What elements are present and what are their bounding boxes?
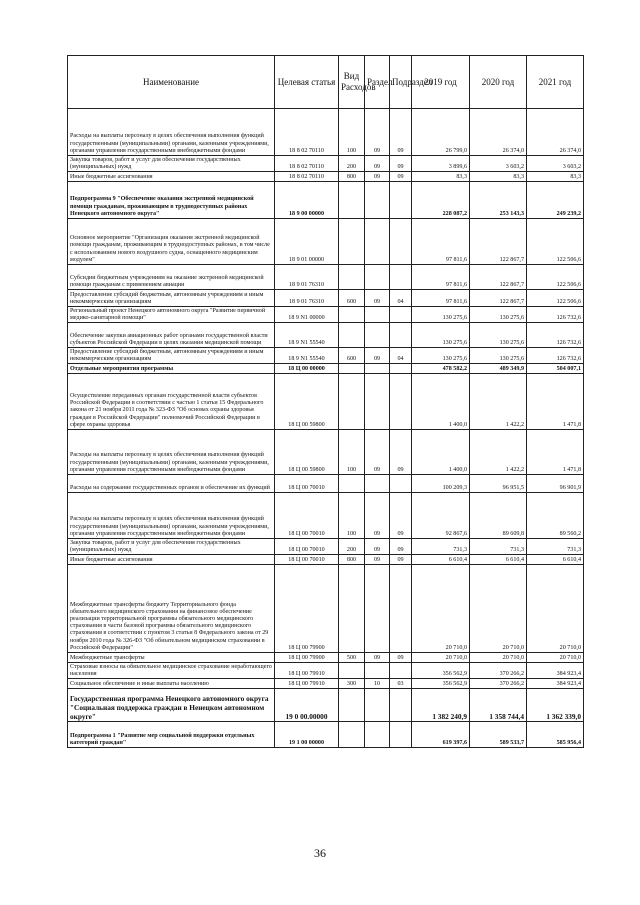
row-type [339, 182, 365, 219]
row-2019: 100 209,3 [412, 475, 470, 493]
row-name: Предоставление субсидий бюджетным, автономным учреждениям и иным некоммерческим организациям [68, 348, 275, 364]
row-section: 09 [365, 555, 390, 565]
row-2021: 89 560,2 [527, 493, 584, 539]
row-section [365, 663, 390, 679]
row-2021: 96 901,9 [527, 475, 584, 493]
row-type [339, 364, 365, 374]
row-subsection: 04 [390, 348, 412, 364]
row-code: 18 Ц 00 70010 [275, 555, 339, 565]
table-row [68, 290, 584, 307]
row-2019: 1 382 240,9 [412, 689, 470, 722]
row-type: 200 [339, 156, 365, 172]
row-name: Расходы на выплаты персоналу в целях обеспечения выполнения функций государственными (муниципальными) органами, казенными учреждениями, органами управления государственными внебюджетными фондами [68, 430, 275, 475]
table-row [68, 430, 584, 475]
table-row [68, 653, 584, 663]
table-row [68, 323, 584, 348]
row-type: 300 [339, 679, 365, 689]
row-section: 09 [365, 653, 390, 663]
row-2021: 3 603,2 [527, 156, 584, 172]
row-section: 09 [365, 156, 390, 172]
row-subsection [390, 364, 412, 374]
row-section [365, 265, 390, 290]
row-section [365, 565, 390, 653]
row-name: Государственная программа Ненецкого автономного округа "Социальная поддержка граждан в Ненецком автономном округе" [68, 689, 275, 722]
row-subsection [390, 265, 412, 290]
row-code: 18 Ц 00 70010 [275, 475, 339, 493]
row-2021: 126 732,6 [527, 323, 584, 348]
row-code: 18 8 02 70110 [275, 156, 339, 172]
row-section: 09 [365, 109, 390, 156]
table-row [68, 493, 584, 539]
row-2020: 96 951,5 [470, 475, 527, 493]
row-section [365, 323, 390, 348]
row-2019: 20 710,0 [412, 653, 470, 663]
row-2019: 130 275,6 [412, 348, 470, 364]
page-number: 36 [314, 846, 326, 860]
row-name: Расходы на выплаты персоналу в целях обеспечения выполнения функций государственными (муниципальными) органами, казенными учреждениями, органами управления государственными внебюджетными фондами [68, 109, 275, 156]
row-2020: 489 349,9 [470, 364, 527, 374]
row-subsection [390, 722, 412, 748]
row-subsection [390, 689, 412, 722]
row-name: Отдельные мероприятия программы [68, 364, 275, 374]
row-2021: 384 923,4 [527, 663, 584, 679]
table-row [68, 307, 584, 323]
row-2019: 1 400,0 [412, 374, 470, 430]
row-2020: 122 867,7 [470, 265, 527, 290]
row-2019: 228 087,2 [412, 182, 470, 219]
row-type [339, 722, 365, 748]
row-type [339, 663, 365, 679]
row-subsection: 09 [390, 172, 412, 182]
row-2021: 6 610,4 [527, 555, 584, 565]
row-2019: 97 811,6 [412, 265, 470, 290]
row-2020: 6 610,4 [470, 555, 527, 565]
row-2020: 1 358 744,4 [470, 689, 527, 722]
row-2021: 585 956,4 [527, 722, 584, 748]
row-name: Иные бюджетные ассигнования [68, 555, 275, 565]
row-name: Обеспечение закупки авиационных работ органами государственной власти субъектов Российской Федерации в целях оказания медицинской помощи [68, 323, 275, 348]
row-2019: 83,3 [412, 172, 470, 182]
header-section: Раздел [365, 56, 390, 109]
row-name: Закупка товаров, работ и услуг для обеспечения государственных (муниципальных) нужд [68, 156, 275, 172]
header-name: Наименование [68, 56, 275, 109]
row-code: 18 Ц 00 79910 [275, 663, 339, 679]
row-name: Расходы на выплаты персоналу в целях обеспечения выполнения функций государственными (муниципальными) органами, казенными учреждениями, органами управления государственными внебюджетными фондами [68, 493, 275, 539]
row-code: 18 9 01 76310 [275, 265, 339, 290]
row-section: 09 [365, 430, 390, 475]
row-name: Региональный проект Ненецкого автономного округа "Развитие первичной медико-санитарной помощи" [68, 307, 275, 323]
row-2019: 356 562,9 [412, 679, 470, 689]
row-2020: 122 867,7 [470, 290, 527, 307]
row-2021: 83,3 [527, 172, 584, 182]
table-row [68, 172, 584, 182]
row-2020: 731,3 [470, 539, 527, 555]
row-2021: 122 506,6 [527, 219, 584, 265]
row-2019: 478 582,2 [412, 364, 470, 374]
row-2020: 20 710,0 [470, 565, 527, 653]
row-subsection [390, 663, 412, 679]
row-code: 18 Ц 00 79900 [275, 653, 339, 663]
row-2020: 89 609,8 [470, 493, 527, 539]
table-row [68, 722, 584, 748]
row-code: 18 Ц 00 59800 [275, 430, 339, 475]
row-code: 18 8 02 70110 [275, 172, 339, 182]
row-code: 18 9 01 00000 [275, 219, 339, 265]
row-subsection: 09 [390, 156, 412, 172]
row-type: 500 [339, 653, 365, 663]
row-code: 18 Ц 00 70010 [275, 493, 339, 539]
row-code: 18 9 00 00000 [275, 182, 339, 219]
row-code: 19 0 00.00000 [275, 689, 339, 722]
header-2021: 2021 год [527, 56, 584, 109]
row-section [365, 475, 390, 493]
row-type: 100 [339, 493, 365, 539]
row-2020: 3 603,2 [470, 156, 527, 172]
row-section: 09 [365, 290, 390, 307]
row-2020: 370 266,2 [470, 679, 527, 689]
row-2021: 126 732,6 [527, 348, 584, 364]
row-type [339, 323, 365, 348]
row-name: Страховые взносы на обязательное медицинское страхование неработающего населения [68, 663, 275, 679]
row-type: 800 [339, 555, 365, 565]
row-section: 09 [365, 172, 390, 182]
row-section: 09 [365, 348, 390, 364]
row-subsection [390, 182, 412, 219]
row-2021: 731,3 [527, 539, 584, 555]
row-2020: 130 275,6 [470, 307, 527, 323]
table-row [68, 555, 584, 565]
table-row [68, 364, 584, 374]
row-2019: 20 710,0 [412, 565, 470, 653]
row-2021: 504 007,1 [527, 364, 584, 374]
row-section [365, 219, 390, 265]
row-2019: 3 899,6 [412, 156, 470, 172]
row-subsection [390, 475, 412, 493]
row-name: Межбюджетные трансферты [68, 653, 275, 663]
row-subsection: 09 [390, 430, 412, 475]
header-row [68, 56, 584, 109]
row-type [339, 374, 365, 430]
header-type: Вид Расходов [339, 56, 365, 109]
row-name: Подпрограмма 9 "Обеспечение оказания экстренной медицинской помощи гражданам, проживающим в труднодоступных районах Ненецкого автономного округа" [68, 182, 275, 219]
row-2020: 130 275,6 [470, 323, 527, 348]
row-2021: 20 710,0 [527, 653, 584, 663]
row-code: 18 Ц 00 59800 [275, 374, 339, 430]
row-code: 18 Ц 00 70010 [275, 539, 339, 555]
table-row [68, 219, 584, 265]
header-article: Целевая статья [275, 56, 339, 109]
row-subsection: 09 [390, 555, 412, 565]
row-section: 09 [365, 493, 390, 539]
table-row [68, 348, 584, 364]
header-2020: 2020 год [470, 56, 527, 109]
row-type [339, 689, 365, 722]
table-row [68, 156, 584, 172]
row-subsection: 09 [390, 109, 412, 156]
row-2021: 122 506,6 [527, 290, 584, 307]
table-row [68, 565, 584, 653]
row-type [339, 307, 365, 323]
row-type [339, 265, 365, 290]
row-2019: 130 275,6 [412, 307, 470, 323]
row-2021: 1 471,8 [527, 374, 584, 430]
table-row [68, 374, 584, 430]
row-subsection [390, 323, 412, 348]
row-name: Предоставление субсидий бюджетным, автономным учреждениям и иным некоммерческим организациям [68, 290, 275, 307]
row-2020: 130 275,6 [470, 348, 527, 364]
row-type: 600 [339, 290, 365, 307]
row-2019: 6 610,4 [412, 555, 470, 565]
row-2021: 26 374,0 [527, 109, 584, 156]
row-code: 18 9 N1 00000 [275, 307, 339, 323]
row-2020: 1 422,2 [470, 374, 527, 430]
row-subsection [390, 219, 412, 265]
row-2020: 26 374,0 [470, 109, 527, 156]
row-2021: 20 710,0 [527, 565, 584, 653]
table-row [68, 679, 584, 689]
row-section [365, 689, 390, 722]
row-code: 18 Ц 00 79910 [275, 679, 339, 689]
row-2019: 26 799,0 [412, 109, 470, 156]
row-section [365, 307, 390, 323]
row-2019: 130 275,6 [412, 323, 470, 348]
row-2020: 589 533,7 [470, 722, 527, 748]
row-code: 18 Ц 00 00000 [275, 364, 339, 374]
row-type: 100 [339, 109, 365, 156]
row-2019: 97 811,6 [412, 290, 470, 307]
budget-table [67, 55, 584, 748]
row-section [365, 722, 390, 748]
row-2019: 97 811,6 [412, 219, 470, 265]
row-section [365, 364, 390, 374]
row-code: 18 9 N1 55540 [275, 348, 339, 364]
row-section: 09 [365, 539, 390, 555]
row-2020: 253 143,3 [470, 182, 527, 219]
table-row [68, 109, 584, 156]
table-row [68, 182, 584, 219]
row-2021: 126 732,6 [527, 307, 584, 323]
row-name: Закупка товаров, работ и услуг для обеспечения государственных (муниципальных) нужд [68, 539, 275, 555]
row-2021: 122 506,6 [527, 265, 584, 290]
row-section: 10 [365, 679, 390, 689]
row-2019: 731,3 [412, 539, 470, 555]
row-name: Подпрограмма 1 "Развитие мер социальной поддержки отдельных категорий граждан" [68, 722, 275, 748]
table-row [68, 689, 584, 722]
row-subsection: 09 [390, 653, 412, 663]
row-2019: 1 400,0 [412, 430, 470, 475]
row-2020: 1 422,2 [470, 430, 527, 475]
row-subsection [390, 307, 412, 323]
table-row [68, 475, 584, 493]
row-code: 19 1 00 00000 [275, 722, 339, 748]
row-name: Межбюджетные трансферты бюджету Территориального фонда обязательного медицинского страхования на финансовое обеспечение реализации территориальной программы обязательного медицинского страхования в части базовой программы обязательного медицинского страхования в соответствии с пунктом 3 статьи 8 Федерального закона от 29 ноября 2010 года № 326-ФЗ "Об обязательном медицинском страховании в Российской Федерации" [68, 565, 275, 653]
row-2021: 1 362 339,0 [527, 689, 584, 722]
row-2019: 619 397,6 [412, 722, 470, 748]
header-subsection: Подраздел [390, 56, 412, 109]
row-code: 18 9 01 76310 [275, 290, 339, 307]
row-type: 100 [339, 430, 365, 475]
table-row [68, 663, 584, 679]
row-type [339, 219, 365, 265]
row-2020: 20 710,0 [470, 653, 527, 663]
row-code: 18 9 N1 55540 [275, 323, 339, 348]
row-2019: 356 562,9 [412, 663, 470, 679]
row-type: 800 [339, 172, 365, 182]
row-2020: 83,3 [470, 172, 527, 182]
row-2021: 384 923,4 [527, 679, 584, 689]
row-section [365, 182, 390, 219]
row-name: Расходы на содержание государственных органов и обеспечение их функций [68, 475, 275, 493]
row-subsection: 03 [390, 679, 412, 689]
row-type: 200 [339, 539, 365, 555]
row-name: Осуществление переданных органам государственной власти субъектов Российской Федерации в соответствии с частью 1 статьи 15 Федерального закона от 21 ноября 2011 года № 323-ФЗ "Об основах охраны здоровья граждан в Российской Федерации" полномочий Российской Федерации в сфере охраны здоровья [68, 374, 275, 430]
row-name: Иные бюджетные ассигнования [68, 172, 275, 182]
row-subsection: 09 [390, 493, 412, 539]
row-name: Основное мероприятие "Организация оказания экстренной медицинской помощи гражданам, проживающим в труднодоступных районах, в том числе с использованием нового воздушного судна, оснащенного медицинским модулем" [68, 219, 275, 265]
row-2020: 122 867,7 [470, 219, 527, 265]
row-code: 18 8 02 70110 [275, 109, 339, 156]
row-2020: 370 266,2 [470, 663, 527, 679]
header-2019: 2019 год [412, 56, 470, 109]
row-2019: 92 867,6 [412, 493, 470, 539]
row-name: Социальное обеспечение и иные выплаты населению [68, 679, 275, 689]
row-2021: 249 239,2 [527, 182, 584, 219]
row-subsection: 04 [390, 290, 412, 307]
row-type: 600 [339, 348, 365, 364]
table-row [68, 539, 584, 555]
row-name: Субсидии бюджетным учреждениям на оказание экстренной медицинской помощи гражданам с применением авиации [68, 265, 275, 290]
row-subsection: 09 [390, 539, 412, 555]
row-section [365, 374, 390, 430]
row-2021: 1 471,8 [527, 430, 584, 475]
row-subsection [390, 374, 412, 430]
row-type [339, 565, 365, 653]
table-row [68, 265, 584, 290]
row-subsection [390, 565, 412, 653]
row-code: 18 Ц 00 79900 [275, 565, 339, 653]
row-type [339, 475, 365, 493]
